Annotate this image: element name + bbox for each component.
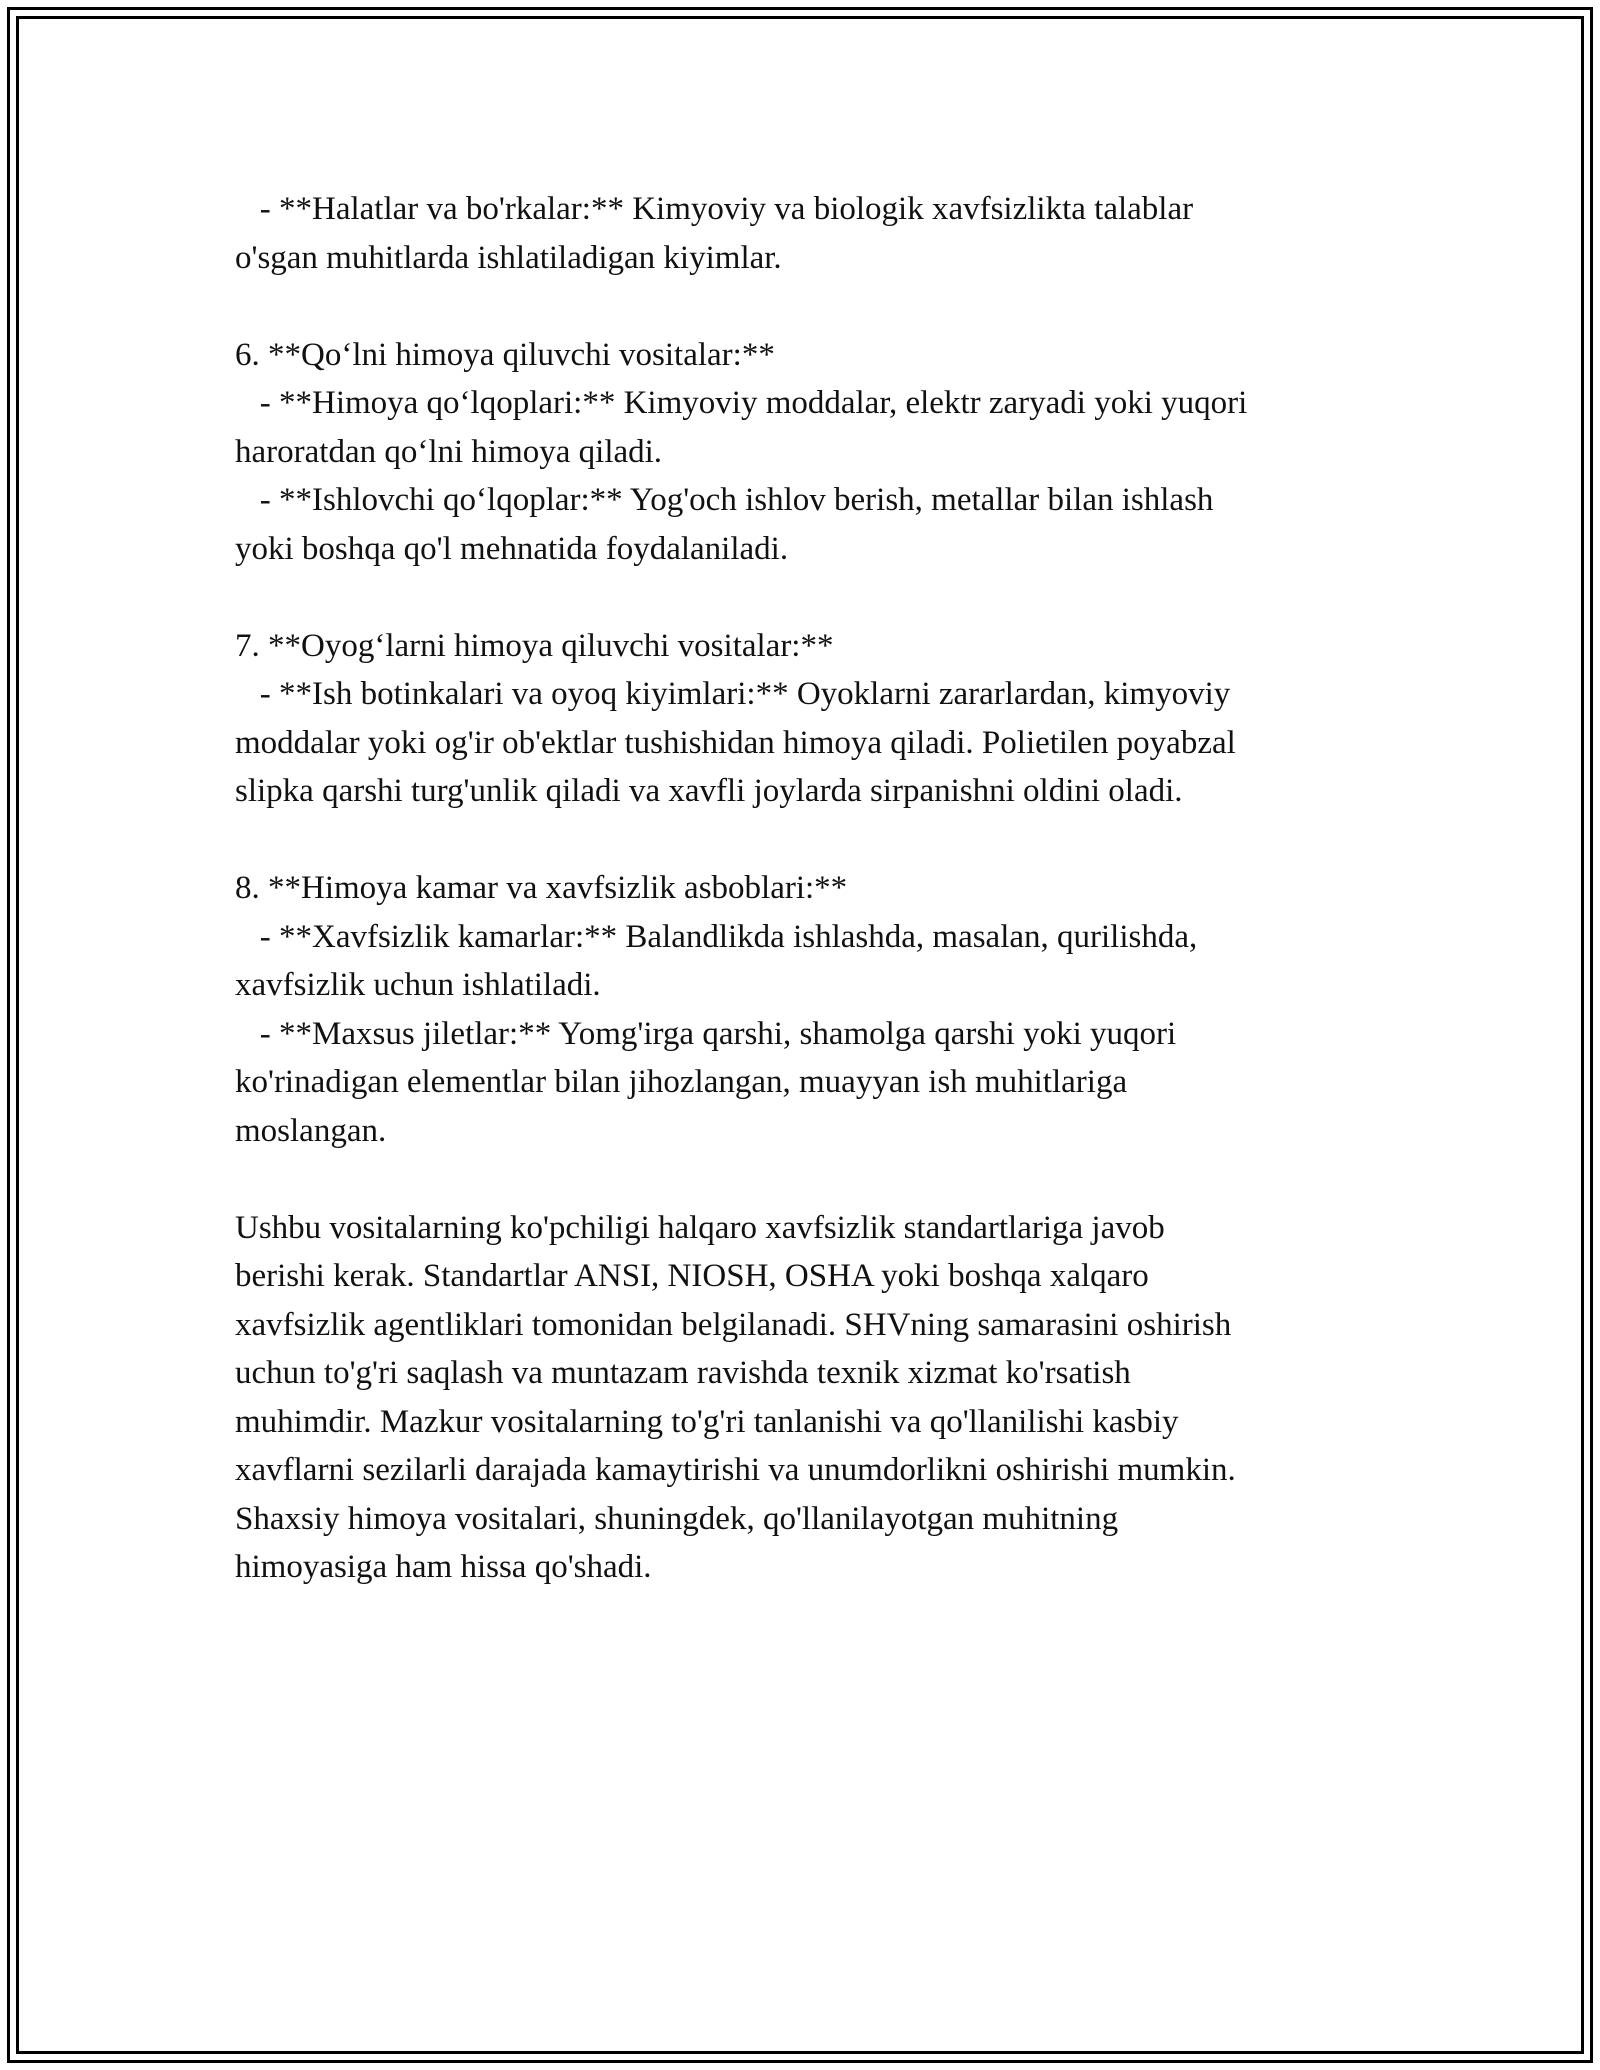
text-line: haroratdan qo‘lni himoya qiladi.	[235, 433, 663, 470]
text-line: - **Xavfsizlik kamarlar:** Balandlikda ishlashda, masalan, qurilishda,	[235, 918, 1198, 955]
text-line: Shaxsiy himoya vositalari, shuningdek, qo'llanilayotgan muhitning	[235, 1500, 1119, 1537]
text-line: muhimdir. Mazkur vositalarning to'g'ri tanlanishi va qo'llanilishi kasbiy	[235, 1403, 1179, 1440]
text-line: ko'rinadigan elementlar bilan jihozlangan, muayyan ish muhitlariga	[235, 1064, 1128, 1100]
paragraph-gap	[235, 282, 1365, 331]
section-safety-belts	[235, 864, 1365, 1155]
text-line: moslangan.	[235, 1112, 387, 1149]
text-line: himoyasiga ham hissa qo'shadi.	[235, 1549, 652, 1585]
text-line: - **Ish botinkalari va oyoq kiyimlari:** Oyoklarni zararlardan, kimyoviy	[235, 676, 1231, 712]
section-heading: 8. **Himoya kamar va xavfsizlik asboblari:**	[235, 870, 848, 906]
text-line: - **Ishlovchi qo‘lqoplar:** Yog'och ishlov berish, metallar bilan ishlash	[235, 482, 1214, 518]
text-line: xavfsizlik uchun ishlatiladi.	[235, 967, 601, 1003]
text-line: - **Maxsus jiletlar:** Yomg'irga qarshi, shamolga qarshi yoki yuqori	[235, 1015, 1177, 1052]
paragraph-gap	[235, 1155, 1365, 1204]
text-line: slipka qarshi turg'unlik qiladi va xavfli joylarda sirpanishni oldini oladi.	[235, 773, 1183, 809]
text-line: Ushbu vositalarning ko'pchiligi halqaro xavfsizlik standartlariga javob	[235, 1209, 1165, 1246]
section-heading: 7. **Oyog‘larni himoya qiluvchi vositalar:**	[235, 627, 834, 664]
text-line: o'sgan muhitlarda ishlatiladigan kiyimlar.	[235, 239, 782, 276]
paragraph-gap	[235, 816, 1365, 865]
text-line: yoki boshqa qo'l mehnatida foydalaniladi.	[235, 530, 789, 567]
section-conclusion	[235, 1204, 1365, 1592]
section-clothing-continued	[235, 185, 1365, 282]
text-line: xavflarni sezilarli darajada kamaytirishi va unumdorlikni oshirishi mumkin.	[235, 1452, 1236, 1488]
section-heading: 6. **Qo‘lni himoya qiluvchi vositalar:**	[235, 336, 775, 373]
section-foot-protection	[235, 622, 1365, 816]
text-line: - **Halatlar va bo'rkalar:** Kimyoviy va biologik xavfsizlikta talablar	[235, 191, 1194, 227]
text-line: berishi kerak. Standartlar ANSI, NIOSH, OSHA yoki boshqa xalqaro	[235, 1258, 1149, 1294]
text-line: uchun to'g'ri saqlash va muntazam ravishda texnik xizmat ko'rsatish	[235, 1355, 1131, 1391]
text-line: xavfsizlik agentliklari tomonidan belgilanadi. SHVning samarasini oshirish	[235, 1306, 1232, 1343]
text-line: - **Himoya qo‘lqoplari:** Kimyoviy moddalar, elektr zaryadi yoki yuqori	[235, 385, 1248, 421]
section-hand-protection	[235, 331, 1365, 574]
paragraph-gap	[235, 573, 1365, 622]
text-line: moddalar yoki og'ir ob'ektlar tushishidan himoya qiladi. Polietilen poyabzal	[235, 724, 1236, 761]
document-body	[235, 185, 1365, 1592]
